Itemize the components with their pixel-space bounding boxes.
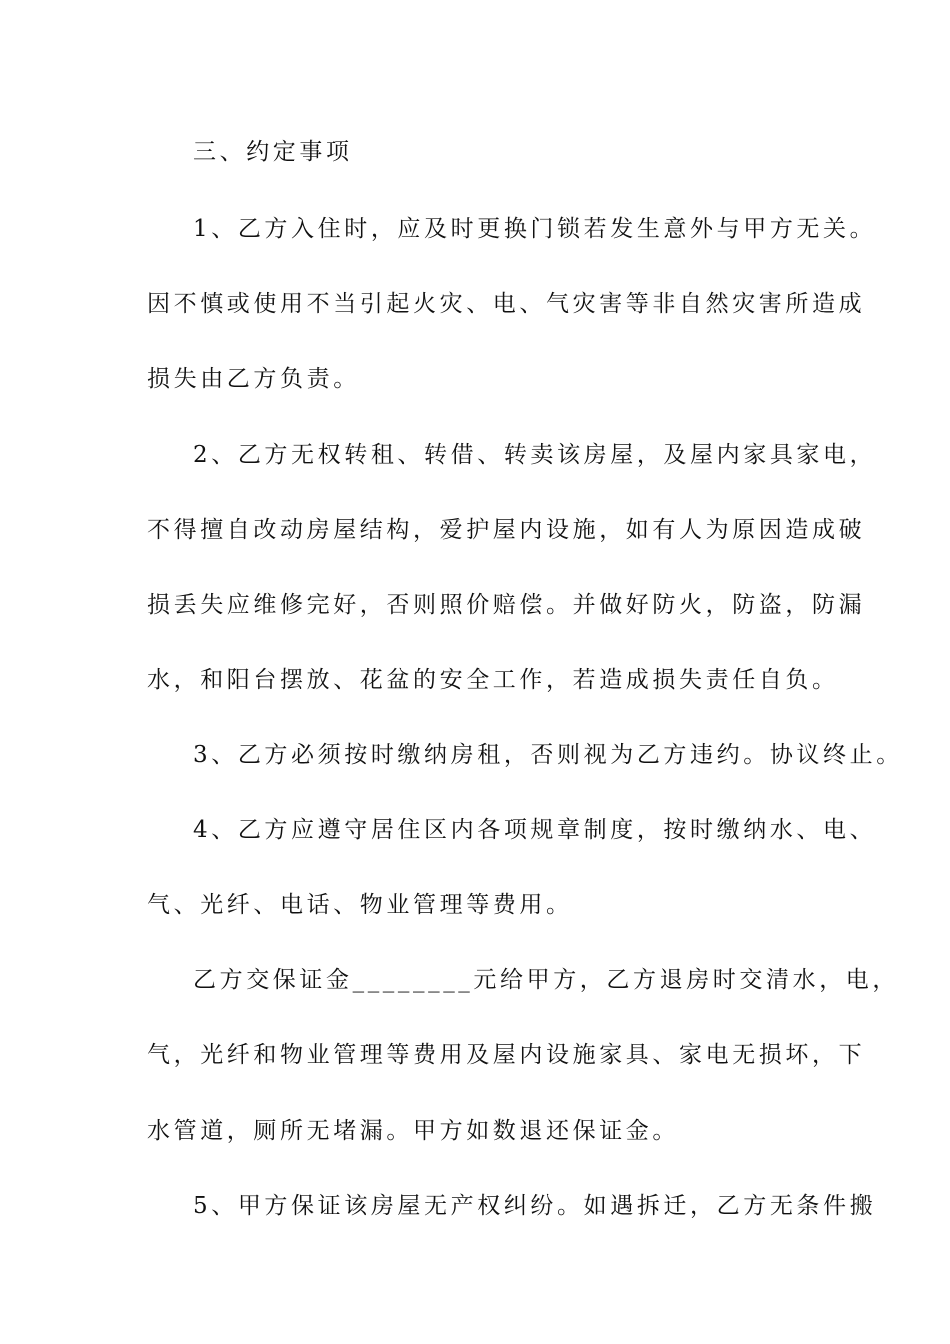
deposit-line-3: 水管道，厕所无堵漏。甲方如数退还保证金。 — [147, 1118, 679, 1144]
clause-2-line-1: 2、乙方无权转租、转借、转卖该房屋，及屋内家具家电， — [193, 442, 877, 468]
deposit-line-2: 气，光纤和物业管理等费用及屋内设施家具、家电无损坏，下 — [147, 1042, 866, 1068]
clause-1-line-2: 因不慎或使用不当引起火灾、电、气灾害等非自然灾害所造成 — [147, 291, 866, 317]
clause-2-line-3: 损丢失应维修完好，否则照价赔偿。并做好防火，防盗，防漏 — [147, 592, 866, 618]
clause-2-line-4: 水，和阳台摆放、花盆的安全工作，若造成损失责任自负。 — [147, 667, 839, 693]
clause-4-line-1: 4、乙方应遵守居住区内各项规章制度，按时缴纳水、电、 — [193, 817, 877, 843]
clause-2-line-2: 不得擅自改动房屋结构，爱护屋内设施，如有人为原因造成破 — [147, 517, 866, 543]
clause-5-line-1: 5、甲方保证该房屋无产权纠纷。如遇拆迁，乙方无条件搬 — [193, 1193, 877, 1219]
section-heading: 三、约定事项 — [193, 139, 353, 165]
deposit-line-1: 乙方交保证金________元给甲方，乙方退房时交清水，电， — [193, 967, 899, 993]
clause-3-line-1: 3、乙方必须按时缴纳房租，否则视为乙方违约。协议终止。 — [193, 742, 903, 768]
clause-1-line-3: 损失由乙方负责。 — [147, 366, 360, 392]
clause-4-line-2: 气、光纤、电话、物业管理等费用。 — [147, 892, 573, 918]
clause-1-line-1: 1、乙方入住时，应及时更换门锁若发生意外与甲方无关。 — [193, 216, 877, 242]
